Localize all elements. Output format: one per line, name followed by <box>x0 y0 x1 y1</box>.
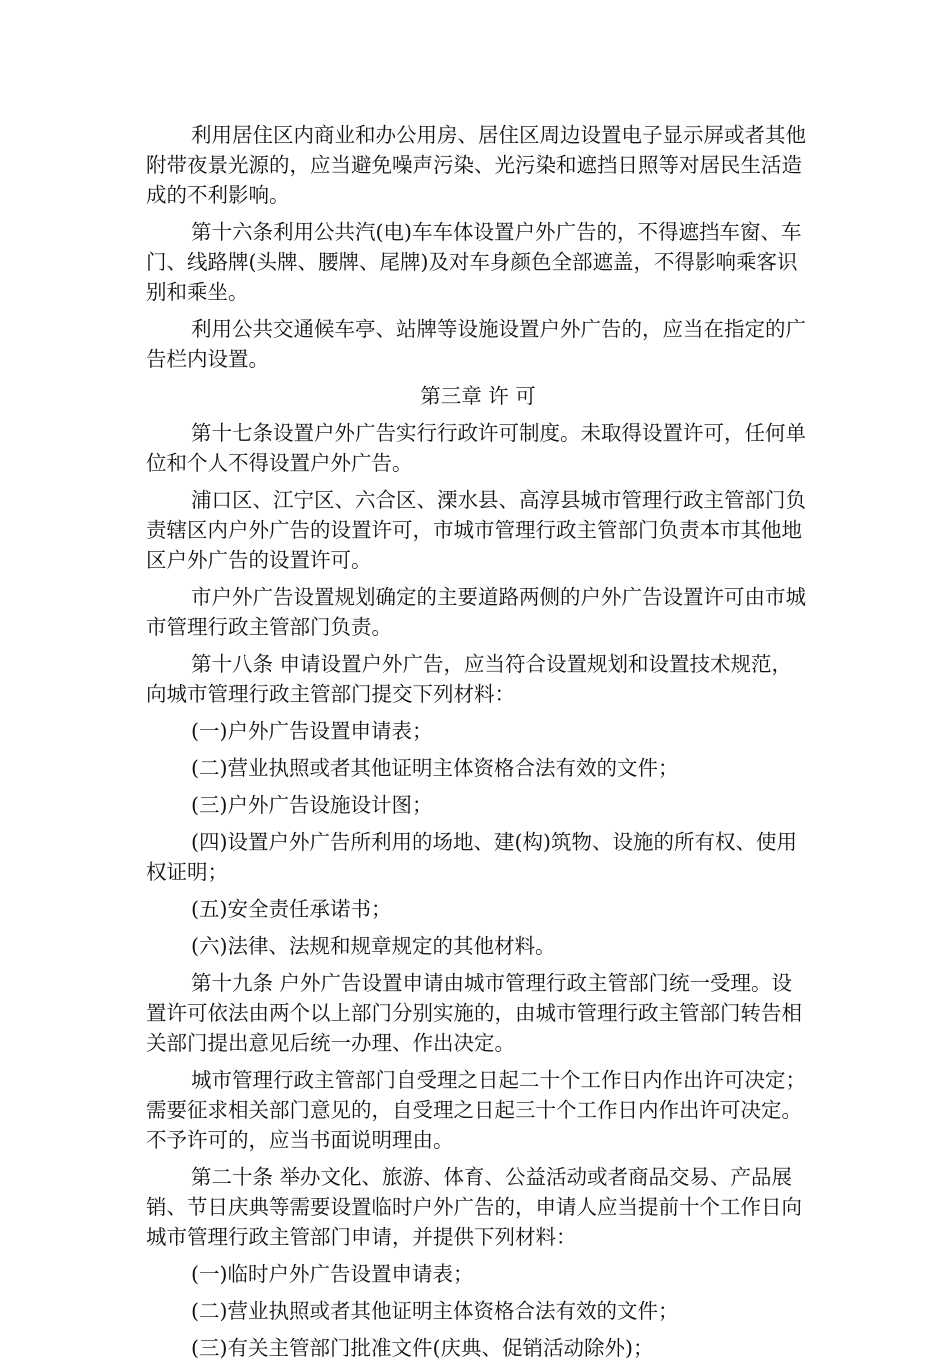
list-item: (一)临时户外广告设置申请表； <box>191 1262 474 1286</box>
list-item: (三)户外广告设施设计图； <box>191 793 433 817</box>
document-body <box>146 120 810 1370</box>
list-item: (二)营业执照或者其他证明主体资格合法有效的文件； <box>191 1299 679 1323</box>
list-item: (五)安全责任承诺书； <box>191 897 392 921</box>
list-item: (三)有关主管部门批准文件(庆典、促销活动除外)； <box>191 1336 654 1360</box>
article-19-paragraph: 第十九条 户外广告设置申请由城市管理行政主管部门统一受理。设置许可依法由两个以上部门分别实施的，由城市管理行政主管部门转告相关部门提出意见后统一办理、作出决定。 <box>146 971 802 1055</box>
paragraph: 利用居住区内商业和办公用房、居住区周边设置电子显示屏或者其他附带夜景光源的，应当避免噪声污染、光污染和遮挡日照等对居民生活造成的不利影响。 <box>146 123 806 207</box>
paragraph: 市户外广告设置规划确定的主要道路两侧的户外广告设置许可由市城市管理行政主管部门负责。 <box>146 585 806 639</box>
article-16-paragraph: 第十六条利用公共汽(电)车车体设置户外广告的，不得遮挡车窗、车门、线路牌(头牌、腰牌、尾牌)及对车身颜色全部遮盖，不得影响乘客识别和乘坐。 <box>146 220 802 304</box>
paragraph: 利用公共交通候车亭、站牌等设施设置户外广告的，应当在指定的广告栏内设置。 <box>146 317 806 371</box>
paragraph: 城市管理行政主管部门自受理之日起二十个工作日内作出许可决定；需要征求相关部门意见的，自受理之日起三十个工作日内作出许可决定。不予许可的，应当书面说明理由。 <box>146 1068 806 1152</box>
article-18-paragraph: 第十八条 申请设置户外广告，应当符合设置规划和设置技术规范，向城市管理行政主管部门提交下列材料： <box>146 652 793 706</box>
list-item: (二)营业执照或者其他证明主体资格合法有效的文件； <box>191 756 679 780</box>
list-item: (一)户外广告设置申请表； <box>191 719 433 743</box>
list-item: (四)设置户外广告所利用的场地、建(构)筑物、设施的所有权、使用权证明； <box>146 830 797 884</box>
article-20-paragraph: 第二十条 举办文化、旅游、体育、公益活动或者商品交易、产品展销、节日庆典等需要设置临时户外广告的，申请人应当提前十个工作日向城市管理行政主管部门申请，并提供下列材料： <box>146 1165 802 1249</box>
chapter-heading: 第三章 许 可 <box>420 384 536 408</box>
list-item: (六)法律、法规和规章规定的其他材料。 <box>191 934 556 958</box>
paragraph: 浦口区、江宁区、六合区、溧水县、高淳县城市管理行政主管部门负责辖区内户外广告的设置许可，市城市管理行政主管部门负责本市其他地区户外广告的设置许可。 <box>146 488 806 572</box>
article-17-paragraph: 第十七条设置户外广告实行行政许可制度。未取得设置许可，任何单位和个人不得设置户外广告。 <box>146 421 806 475</box>
